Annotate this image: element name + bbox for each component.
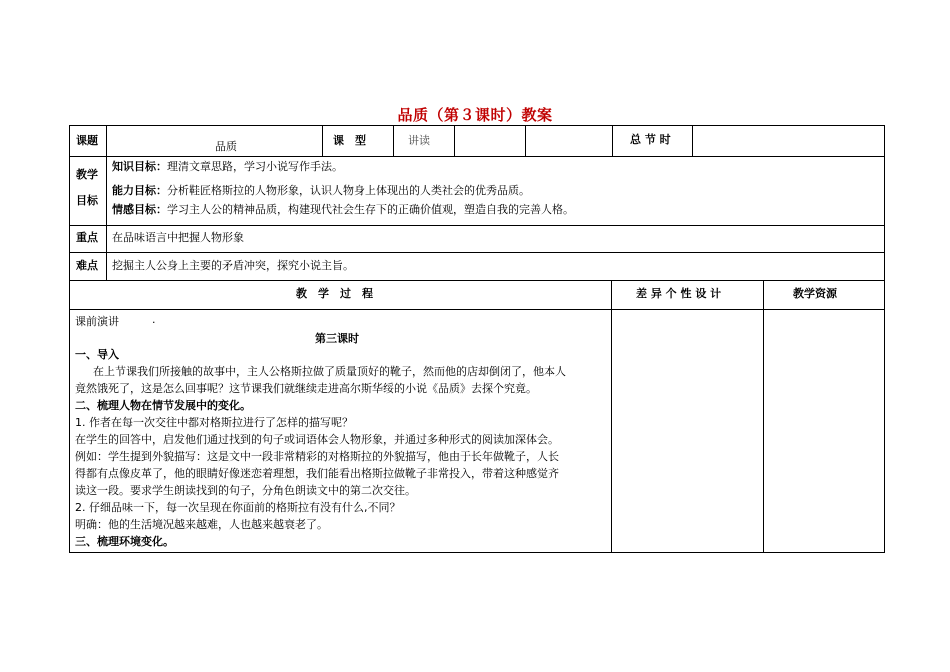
design-header: 差 异 个 性 设 计 [636, 287, 722, 300]
lesson-title: 第三课时 [315, 332, 359, 345]
knowledge-goal [112, 159, 343, 175]
paragraph-line: 在上节课我们所接触的故事中，主人公格斯拉做了质量顶好的靴子，然而他的店却倒闭了，他本人 [93, 365, 566, 378]
emotion-goal-label: 情感目标： [112, 203, 167, 216]
paragraph-line: 竟然饿死了，这是怎么回事呢？这节课我们就继续走进高尔斯华绥的小说《品质》去探个究竟。 [75, 382, 537, 395]
question-line: 2. 仔细品味一下，每一次呈现在你面前的格斯拉有没有什么,不同？ [75, 501, 401, 514]
col-divider [611, 280, 612, 552]
section-heading: 三、梳理环境变化。 [75, 535, 174, 548]
key-point-label: 重点 [76, 231, 98, 244]
section-heading: 一、导入 [75, 348, 119, 361]
document-title: 品质（第３课时）教案 [397, 106, 553, 124]
section-heading: 二、梳理人物在情节发展中的变化。 [75, 399, 251, 412]
emotion-goal [112, 202, 574, 218]
row-divider [70, 280, 884, 281]
row-divider [70, 225, 884, 226]
pre-class-speech: 课前演讲 [75, 315, 119, 328]
row-divider [70, 309, 884, 310]
col-divider [106, 156, 107, 280]
paragraph-line: 读这一段。要求学生朗读找到的句子，分角色朗读文中的第二次交往。 [75, 484, 416, 497]
topic-label: 课题 [76, 134, 98, 147]
row-divider [70, 156, 884, 157]
col-divider [612, 126, 613, 156]
lesson-plan-table [69, 125, 885, 553]
difficulty-text: 挖掘主人公身上主要的矛盾冲突，探究小说主旨。 [112, 259, 354, 272]
col-divider [393, 126, 394, 156]
knowledge-goal-label: 知识目标： [112, 160, 167, 173]
emotion-goal-text: 学习主人公的精神品质，构建现代社会生存下的正确价值观，塑造自我的完善人格。 [167, 203, 574, 216]
type-value: 讲读 [408, 134, 430, 147]
col-divider [106, 126, 107, 156]
process-header: 教 学 过 程 [296, 287, 373, 300]
paragraph-line: 在学生的回答中，启发他们通过找到的句子或词语体会人物形象，并通过多种形式的阅读加深体会。 [75, 433, 559, 446]
topic-value: 品质 [215, 140, 237, 153]
goals-label: 教学 [76, 168, 98, 181]
answer-line: 明确：他的生活境况越来越难，人也越来越衰老了。 [75, 518, 328, 531]
key-point-text: 在品味语言中把握人物形象 [112, 231, 244, 244]
ability-goal-label: 能力目标： [112, 184, 167, 197]
pre-class-mark: . [152, 313, 156, 326]
row-divider [70, 252, 884, 253]
col-divider [322, 126, 323, 156]
type-label: 课 型 [333, 134, 366, 147]
question-line: 1. 作者在每一次交往中都对格斯拉进行了怎样的描写呢？ [75, 416, 353, 429]
col-divider [454, 126, 455, 156]
col-divider [692, 126, 693, 156]
ability-goal-text: 分析鞋匠格斯拉的人物形象，认识人物身上体现出的人类社会的优秀品质。 [167, 184, 530, 197]
col-divider [525, 126, 526, 156]
periods-label: 总 节 时 [630, 133, 671, 146]
resources-header: 教学资源 [793, 287, 837, 300]
col-divider [763, 280, 764, 552]
knowledge-goal-text: 理清文章思路，学习小说写作手法。 [167, 160, 343, 173]
ability-goal [112, 183, 530, 199]
difficulty-label: 难点 [76, 259, 98, 272]
paragraph-line: 例如：学生提到外貌描写：这是文中一段非常精彩的对格斯拉的外貌描写，他由于长年做靴子，人长 [75, 450, 559, 463]
paragraph-line: 得都有点像皮革了，他的眼睛好像迷恋着理想，我们能看出格斯拉做靴子非常投入，带着这种感觉齐 [75, 467, 559, 480]
goals-label: 目标 [76, 194, 98, 207]
